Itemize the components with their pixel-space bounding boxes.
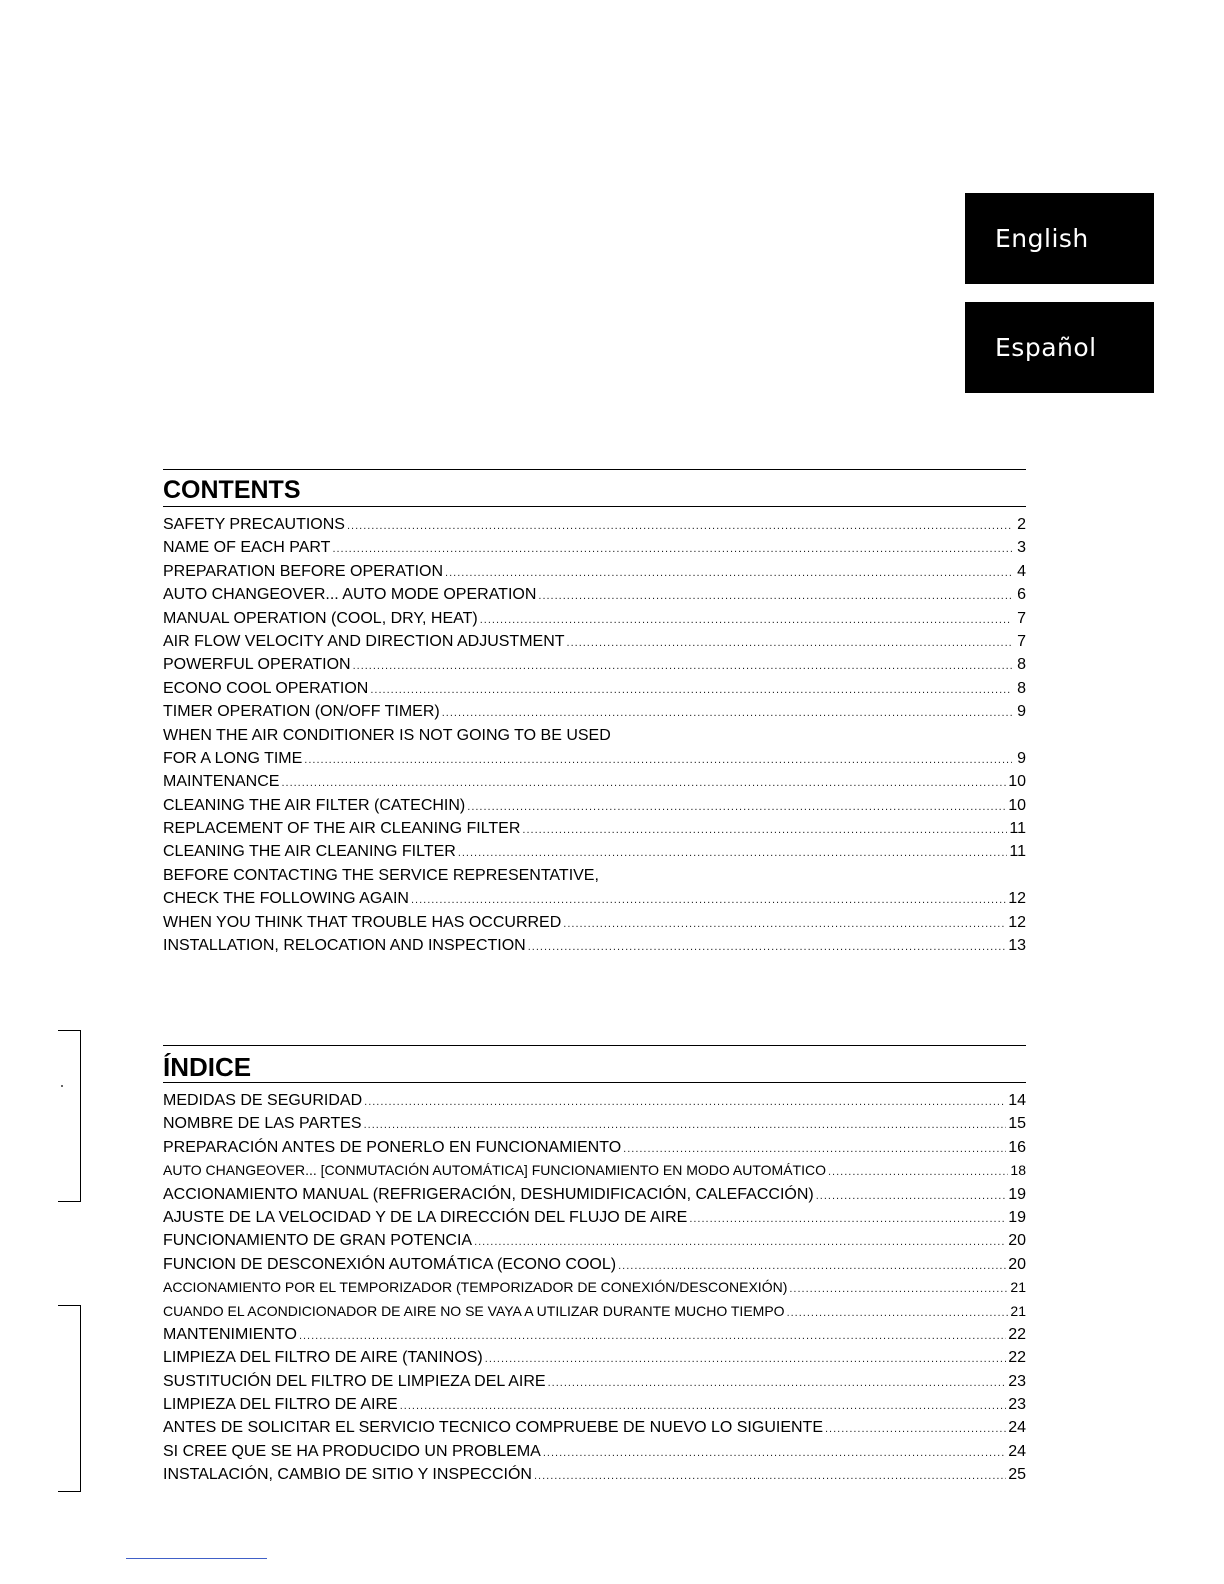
toc-entry-page: 3 (1017, 539, 1026, 557)
toc-entry-page: 19 (1008, 1208, 1026, 1226)
toc-entry-leader-dots (522, 819, 1007, 842)
toc-entry-leader-dots (548, 1372, 1007, 1395)
margin-dot-mark (61, 1085, 63, 1087)
indice-section (163, 1045, 1026, 1487)
toc-entry-leader-dots (480, 609, 1012, 632)
indice-heading: ÍNDICE (163, 1052, 252, 1082)
toc-entry-title: AIR FLOW VELOCITY AND DIRECTION ADJUSTMENT (163, 632, 565, 650)
toc-entry[interactable] (163, 1370, 1026, 1393)
toc-entry-leader-dots (304, 749, 1012, 772)
toc-entry-page: 16 (1008, 1138, 1026, 1156)
toc-entry-title: AUTO CHANGEOVER... [CONMUTACIÓN AUTOMÁTICA] FUNCIONAMIENTO EN MODO AUTOMÁTICO (163, 1162, 826, 1179)
margin-bracket-upper (58, 1030, 81, 1202)
toc-entry[interactable] (163, 1393, 1026, 1416)
toc-entry-leader-dots (474, 1231, 1006, 1254)
toc-entry-leader-dots (458, 842, 1008, 865)
language-tab-espanol[interactable] (965, 302, 1154, 393)
toc-entry-title: CLEANING THE AIR CLEANING FILTER (163, 843, 456, 861)
toc-entry[interactable] (163, 770, 1026, 793)
toc-entry[interactable] (163, 794, 1026, 817)
toc-entry[interactable] (163, 700, 1026, 723)
toc-entry-leader-dots (400, 1395, 1006, 1418)
toc-entry-title: ACCIONAMIENTO POR EL TEMPORIZADOR (TEMPORIZADOR DE CONEXIÓN/DESCONEXIÓN) (163, 1279, 788, 1296)
toc-entry-title: CLEANING THE AIR FILTER (CATECHIN) (163, 796, 466, 814)
contents-heading: CONTENTS (163, 476, 301, 504)
toc-entry-leader-dots (528, 936, 1006, 959)
toc-entry-page: 22 (1008, 1349, 1026, 1367)
toc-entry-page: 7 (1017, 609, 1026, 627)
toc-entry-title: ANTES DE SOLICITAR EL SERVICIO TECNICO COMPRUEBE DE NUEVO LO SIGUIENTE (163, 1419, 823, 1437)
toc-entry-page: 11 (1009, 843, 1026, 861)
toc-entry-title: SAFETY PRECAUTIONS (163, 516, 345, 533)
toc-entry[interactable] (163, 630, 1026, 653)
toc-entry-page: 7 (1017, 632, 1026, 650)
toc-entry-title: POWERFUL OPERATION (163, 656, 351, 674)
toc-entry[interactable] (163, 1136, 1026, 1159)
toc-entry-title: INSTALACIÓN, CAMBIO DE SITIO Y INSPECCIÓN (163, 1466, 532, 1484)
toc-entry-leader-dots (825, 1418, 1006, 1441)
toc-entry[interactable] (163, 911, 1026, 934)
toc-entry[interactable] (163, 1183, 1026, 1206)
toc-entry[interactable] (163, 817, 1026, 840)
toc-entry-leader-dots (828, 1161, 1008, 1184)
toc-entry-page: 20 (1008, 1232, 1026, 1250)
toc-entry-page: 10 (1008, 773, 1026, 791)
margin-bracket-lower (58, 1305, 81, 1492)
toc-entry-page: 13 (1008, 937, 1026, 955)
toc-entry-leader-dots (787, 1302, 1009, 1325)
toc-entry-leader-dots (623, 1138, 1006, 1161)
toc-entry-page: 22 (1008, 1325, 1026, 1343)
toc-entry[interactable] (163, 1253, 1026, 1276)
toc-entry-leader-dots (543, 1442, 1006, 1465)
toc-entry[interactable] (163, 1300, 1026, 1323)
toc-entry[interactable] (163, 1323, 1026, 1346)
indice-heading-rule (163, 1082, 1026, 1083)
toc-entry[interactable] (163, 1112, 1026, 1135)
toc-entry[interactable] (163, 724, 1026, 747)
toc-entry-page: 23 (1008, 1372, 1026, 1390)
toc-entry-title: ACCIONAMIENTO MANUAL (REFRIGERACIÓN, DESHUMIDIFICACIÓN, CALEFACCIÓN) (163, 1185, 814, 1203)
toc-entry[interactable] (163, 840, 1026, 863)
toc-entry-leader-dots (364, 1091, 1006, 1114)
toc-entry[interactable] (163, 583, 1026, 606)
toc-entry-page: 11 (1009, 820, 1026, 838)
language-tab-english-label: English (995, 224, 1089, 253)
toc-entry-title: REPLACEMENT OF THE AIR CLEANING FILTER (163, 820, 521, 838)
toc-entry-title: PREPARACIÓN ANTES DE PONERLO EN FUNCIONAMIENTO (163, 1138, 622, 1156)
toc-entry-leader-dots (370, 679, 1012, 702)
toc-entry-page: 8 (1017, 679, 1026, 697)
toc-entry-page: 6 (1017, 586, 1026, 604)
toc-entry[interactable] (163, 747, 1026, 770)
toc-entry-page: 9 (1017, 749, 1026, 767)
toc-entry-leader-dots (816, 1185, 1006, 1208)
toc-entry-page: 20 (1008, 1255, 1026, 1273)
toc-entry-title: LIMPIEZA DEL FILTRO DE AIRE (163, 1396, 398, 1414)
toc-entry-page: 24 (1008, 1442, 1026, 1460)
toc-entry-title: BEFORE CONTACTING THE SERVICE REPRESENTATIVE, (163, 866, 599, 884)
toc-entry-title: WHEN YOU THINK THAT TROUBLE HAS OCCURRED (163, 913, 562, 931)
toc-entry-title: MEDIDAS DE SEGURIDAD (163, 1092, 363, 1109)
toc-entry-leader-dots (281, 772, 1006, 795)
language-tab-espanol-label: Español (995, 333, 1097, 362)
toc-entry-title: FUNCIONAMIENTO DE GRAN POTENCIA (163, 1232, 473, 1250)
toc-entry-page: 18 (1010, 1162, 1026, 1179)
toc-entry[interactable] (163, 653, 1026, 676)
toc-entry-title: MANUAL OPERATION (COOL, DRY, HEAT) (163, 609, 478, 627)
toc-entry[interactable] (163, 1206, 1026, 1229)
toc-entry-title: SUSTITUCIÓN DEL FILTRO DE LIMPIEZA DEL AIRE (163, 1372, 546, 1390)
toc-entry-leader-dots (411, 889, 1006, 912)
toc-entry-page: 21 (1010, 1302, 1026, 1319)
toc-entry-page: 9 (1017, 703, 1026, 721)
toc-entry-page: 2 (1017, 516, 1026, 533)
toc-entry-title: NOMBRE DE LAS PARTES (163, 1115, 362, 1133)
toc-entry-page: 14 (1008, 1092, 1026, 1109)
toc-entry-page: 23 (1008, 1396, 1026, 1414)
toc-entry-title: PREPARATION BEFORE OPERATION (163, 562, 444, 580)
toc-entry-leader-dots (563, 913, 1006, 936)
indice-list (163, 1089, 1026, 1487)
toc-entry-title: TIMER OPERATION (ON/OFF TIMER) (163, 703, 440, 721)
toc-entry-leader-dots (445, 562, 1012, 585)
toc-entry-title: WHEN THE AIR CONDITIONER IS NOT GOING TO BE USED (163, 726, 611, 744)
toc-entry[interactable] (163, 864, 1026, 887)
toc-entry-leader-dots (567, 632, 1012, 655)
toc-entry[interactable] (163, 1089, 1026, 1112)
toc-entry-page: 15 (1008, 1115, 1026, 1133)
toc-entry-leader-dots (299, 1325, 1006, 1348)
toc-entry-leader-dots (347, 515, 1012, 538)
toc-entry[interactable] (163, 1440, 1026, 1463)
toc-entry[interactable] (163, 1229, 1026, 1252)
toc-entry[interactable] (163, 887, 1026, 910)
toc-entry-leader-dots (789, 1278, 1008, 1301)
toc-entry-title: MANTENIMIENTO (163, 1325, 297, 1343)
toc-entry-title: LIMPIEZA DEL FILTRO DE AIRE (TANINOS) (163, 1349, 483, 1367)
toc-entry-title: ECONO COOL OPERATION (163, 679, 369, 697)
toc-entry-leader-dots (534, 1465, 1006, 1488)
toc-entry-leader-dots (467, 796, 1006, 819)
toc-entry[interactable] (163, 1276, 1026, 1299)
toc-entry-title: SI CREE QUE SE HA PRODUCIDO UN PROBLEMA (163, 1442, 541, 1460)
toc-entry-title: CHECK THE FOLLOWING AGAIN (163, 890, 409, 908)
toc-entry-leader-dots (689, 1208, 1006, 1231)
toc-entry-title: AJUSTE DE LA VELOCIDAD Y DE LA DIRECCIÓN DEL FLUJO DE AIRE (163, 1208, 688, 1226)
toc-entry-page: 24 (1008, 1419, 1026, 1437)
footer-blue-rule (126, 1558, 267, 1559)
contents-heading-rule (163, 506, 1026, 507)
toc-entry-page: 12 (1008, 913, 1026, 931)
toc-entry-leader-dots (353, 655, 1012, 678)
toc-entry[interactable] (163, 1416, 1026, 1439)
contents-list (163, 513, 1026, 957)
toc-entry-leader-dots (618, 1255, 1006, 1278)
toc-entry-page: 10 (1008, 796, 1026, 814)
toc-entry[interactable] (163, 607, 1026, 630)
toc-entry-page: 12 (1008, 890, 1026, 908)
toc-entry-leader-dots (442, 702, 1012, 725)
toc-entry-leader-dots (364, 1114, 1007, 1137)
toc-entry-title: MAINTENANCE (163, 773, 280, 791)
toc-entry-leader-dots (332, 538, 1012, 561)
toc-entry[interactable] (163, 1159, 1026, 1182)
toc-entry[interactable] (163, 1463, 1026, 1486)
toc-entry-page: 21 (1010, 1279, 1026, 1296)
toc-entry-title: INSTALLATION, RELOCATION AND INSPECTION (163, 937, 526, 955)
toc-entry-title: FOR A LONG TIME (163, 749, 303, 767)
toc-entry-title: FUNCION DE DESCONEXIÓN AUTOMÁTICA (ECONO COOL) (163, 1255, 617, 1273)
toc-entry-title: CUANDO EL ACONDICIONADOR DE AIRE NO SE VAYA A UTILIZAR DURANTE MUCHO TIEMPO (163, 1302, 785, 1319)
toc-entry-page: 19 (1008, 1185, 1026, 1203)
toc-entry-page: 8 (1017, 656, 1026, 674)
toc-entry[interactable] (163, 513, 1026, 536)
toc-entry[interactable] (163, 934, 1026, 957)
language-tab-english[interactable] (965, 193, 1154, 284)
toc-entry[interactable] (163, 560, 1026, 583)
toc-entry-page: 25 (1008, 1466, 1026, 1484)
toc-entry-title: NAME OF EACH PART (163, 539, 331, 557)
toc-entry-leader-dots (485, 1348, 1006, 1371)
toc-entry-title: AUTO CHANGEOVER... AUTO MODE OPERATION (163, 586, 537, 604)
toc-entry-leader-dots (538, 585, 1012, 608)
toc-entry[interactable] (163, 1346, 1026, 1369)
toc-entry[interactable] (163, 677, 1026, 700)
toc-entry[interactable] (163, 536, 1026, 559)
toc-entry-page: 4 (1017, 562, 1026, 580)
contents-section (163, 469, 1026, 957)
